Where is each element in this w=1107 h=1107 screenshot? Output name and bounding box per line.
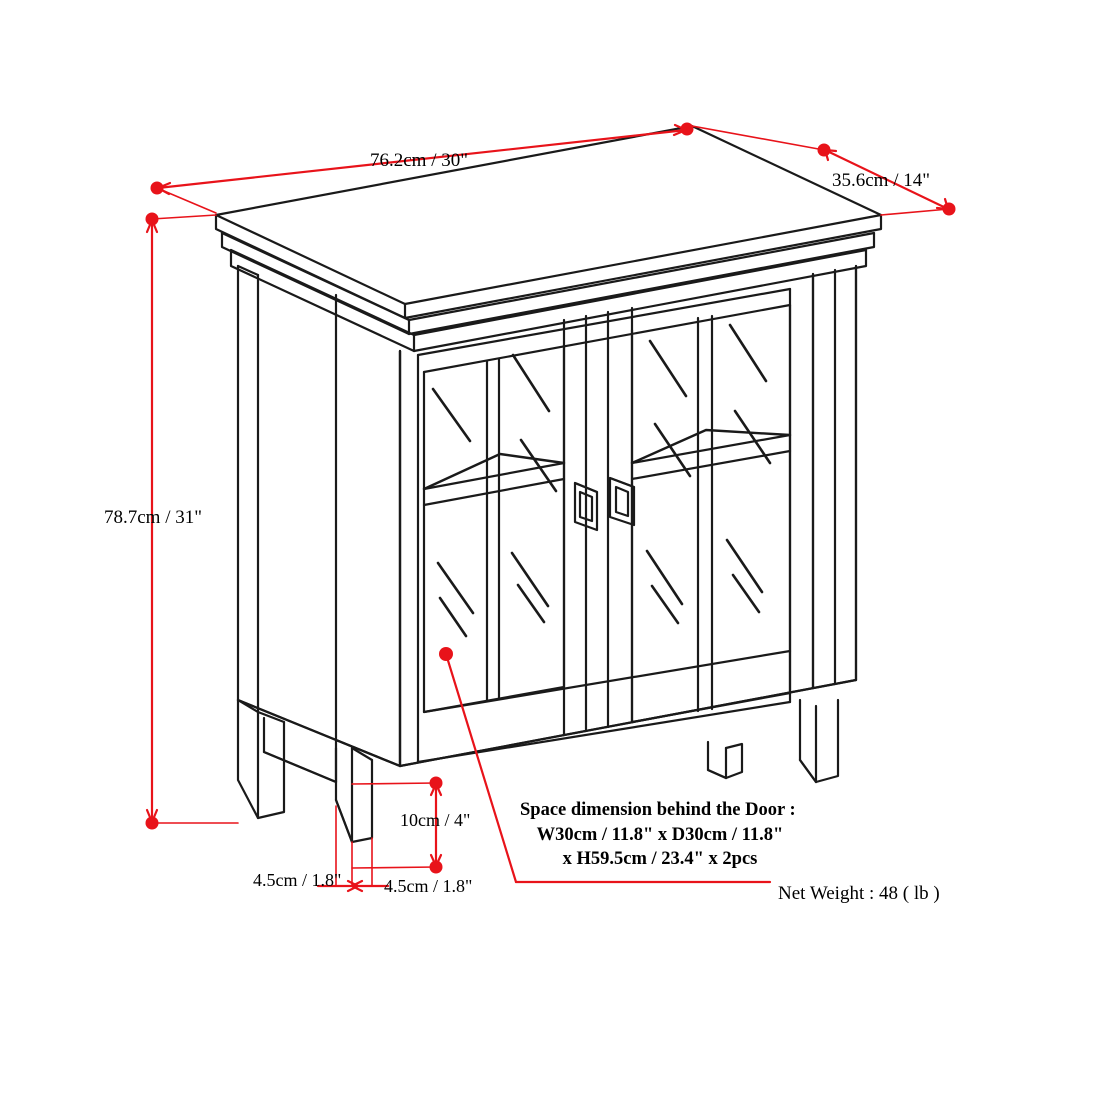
right-door-glass: [632, 305, 790, 722]
note-line-2: W30cm / 11.8" x D30cm / 11.8": [536, 824, 784, 845]
dimension-label-foot-height: 10cm / 4": [400, 810, 471, 830]
note-line-1: Space dimension behind the Door :: [520, 800, 796, 820]
glass-reflections: [433, 325, 770, 636]
net-weight-label: Net Weight : 48 ( lb ): [778, 883, 940, 904]
dimension-label-depth: 35.6cm / 14": [832, 170, 930, 191]
dimension-label-foot-width-left: 4.5cm / 1.8": [253, 870, 342, 890]
note-line-3: x H59.5cm / 23.4" x 2pcs: [562, 849, 758, 870]
space-dimension-note: [520, 798, 800, 872]
dimension-label-height: 78.7cm / 31": [104, 507, 202, 528]
dimension-label-width: 76.2cm / 30": [370, 150, 468, 171]
dimension-foot-width-right: [352, 838, 388, 891]
cabinet-front-frame: [400, 274, 813, 766]
dimension-label-foot-width-right: 4.5cm / 1.8": [384, 876, 473, 896]
cabinet-top-surface: [216, 126, 881, 351]
door-handles: [575, 478, 634, 530]
